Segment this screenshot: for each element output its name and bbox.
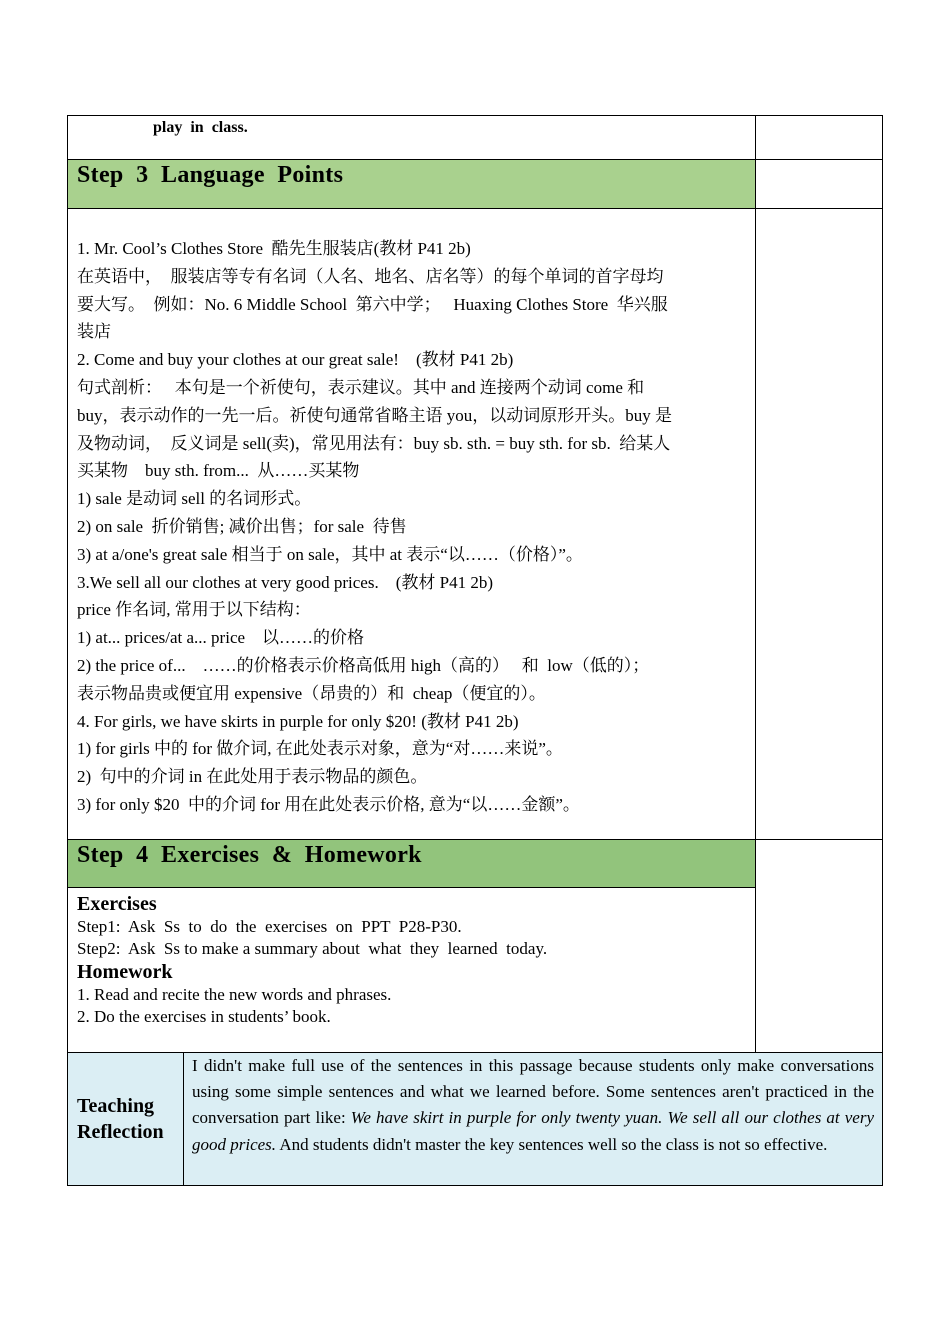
reflection-text-part2: And students didn't master the key sentences well so the class is not so effective.	[276, 1134, 828, 1154]
language-point-line: 1) at... prices/at a... price 以……的价格	[77, 628, 365, 648]
language-point-line: 2. Come and buy your clothes at our great sale! (教材 P41 2b)	[77, 350, 514, 370]
step4-body	[67, 887, 756, 1053]
reflection-text	[184, 1053, 882, 1158]
step3-body	[67, 208, 756, 840]
language-point-line: 3.We sell all our clothes at very good prices. (教材 P41 2b)	[77, 572, 493, 592]
homework-heading: Homework	[77, 961, 173, 983]
reflection-text-cell	[183, 1052, 883, 1186]
exercise-item: Step1: Ask Ss to do the exercises on PPT P28-P30.	[77, 917, 462, 936]
language-point-line: buy，表示动作的一先一后。祈使句通常省略主语 you，以动词原形开头。buy 是	[77, 405, 672, 425]
language-point-line: 2) on sale 折价销售; 减价出售；for sale 待售	[77, 516, 407, 536]
language-point-line: 2) the price of... ……的价格表示价格高低用 high（高的） 和 low（低的）；	[77, 655, 650, 675]
step3-title: Step 3 Language Points	[77, 162, 344, 188]
language-point-line: 1) sale 是动词 sell 的名词形式。	[77, 489, 312, 509]
language-point-line: 买某物 buy sth. from... 从……买某物	[77, 461, 360, 481]
step4-header	[67, 839, 756, 888]
language-point-line: 1. Mr. Cool’s Clothes Store 酷先生服装店(教材 P41 2b)	[77, 239, 471, 258]
top-row-side	[755, 115, 883, 160]
language-point-line: 3) for only $20 中的介词 for 用在此处表示价格, 意为“以……金额”。	[77, 794, 580, 814]
step4-side	[755, 839, 883, 1053]
homework-item: 1. Read and recite the new words and phrases.	[77, 985, 392, 1004]
step3-header-side	[755, 159, 883, 209]
exercises-heading: Exercises	[77, 893, 157, 915]
homework-item: 2. Do the exercises in students’ book.	[77, 1007, 331, 1026]
language-point-line: 2) 句中的介词 in 在此处用于表示物品的颜色。	[77, 767, 428, 787]
top-row-text: play in class.	[153, 119, 248, 136]
language-point-line: 1) for girls 中的 for 做介词, 在此处表示对象，意为“对……来说”。	[77, 739, 563, 759]
language-point-line: 要大写。 例如：No. 6 Middle School 第六中学； Huaxing Clothes Store 华兴服	[77, 294, 668, 314]
language-point-line: 4. For girls, we have skirts in purple for only $20! (教材 P41 2b)	[77, 711, 519, 731]
language-point-line: 在英语中， 服装店等专有名词（人名、地名、店名等）的每个单词的首字母均	[77, 266, 664, 286]
reflection-label-cell	[67, 1052, 184, 1186]
exercises-section	[68, 888, 755, 1028]
reflection-text-part1: I didn't make full use of the sentences in this passage because students only make conversations using some simple sentences and what we learned before. Some sentences aren't practiced in the conversation part like:	[192, 1056, 874, 1128]
language-point-line: 装店	[77, 322, 111, 342]
step4-title: Step 4 Exercises & Homework	[77, 842, 422, 868]
language-points-list	[68, 209, 755, 819]
language-point-line: 句式剖析： 本句是一个祈使句，表示建议。其中 and 连接两个动词 come 和	[77, 377, 645, 397]
language-point-line: 3) at a/one's great sale 相当于 on sale，其中 at 表示“以……（价格）”。	[77, 544, 583, 564]
step3-body-side	[755, 208, 883, 840]
exercise-item: Step2: Ask Ss to make a summary about what they learned today.	[77, 939, 548, 958]
reflection-label	[68, 1053, 183, 1185]
reflection-label-line1: Teaching	[77, 1095, 155, 1117]
reflection-label-line2: Reflection	[77, 1121, 164, 1143]
language-point-line: 表示物品贵或便宜用 expensive（昂贵的）和 cheap（便宜的）。	[77, 683, 546, 703]
language-point-line: 及物动词， 反义词是 sell(卖)，常见用法有：buy sb. sth. = buy sth. for sb. 给某人	[77, 433, 671, 453]
reflection-example-sentences: We have skirt in purple for only twenty yuan. We sell all our clothes at very good prices.	[192, 1108, 874, 1154]
language-point-line: price 作名词, 常用于以下结构：	[77, 600, 311, 620]
step3-header	[67, 159, 756, 209]
